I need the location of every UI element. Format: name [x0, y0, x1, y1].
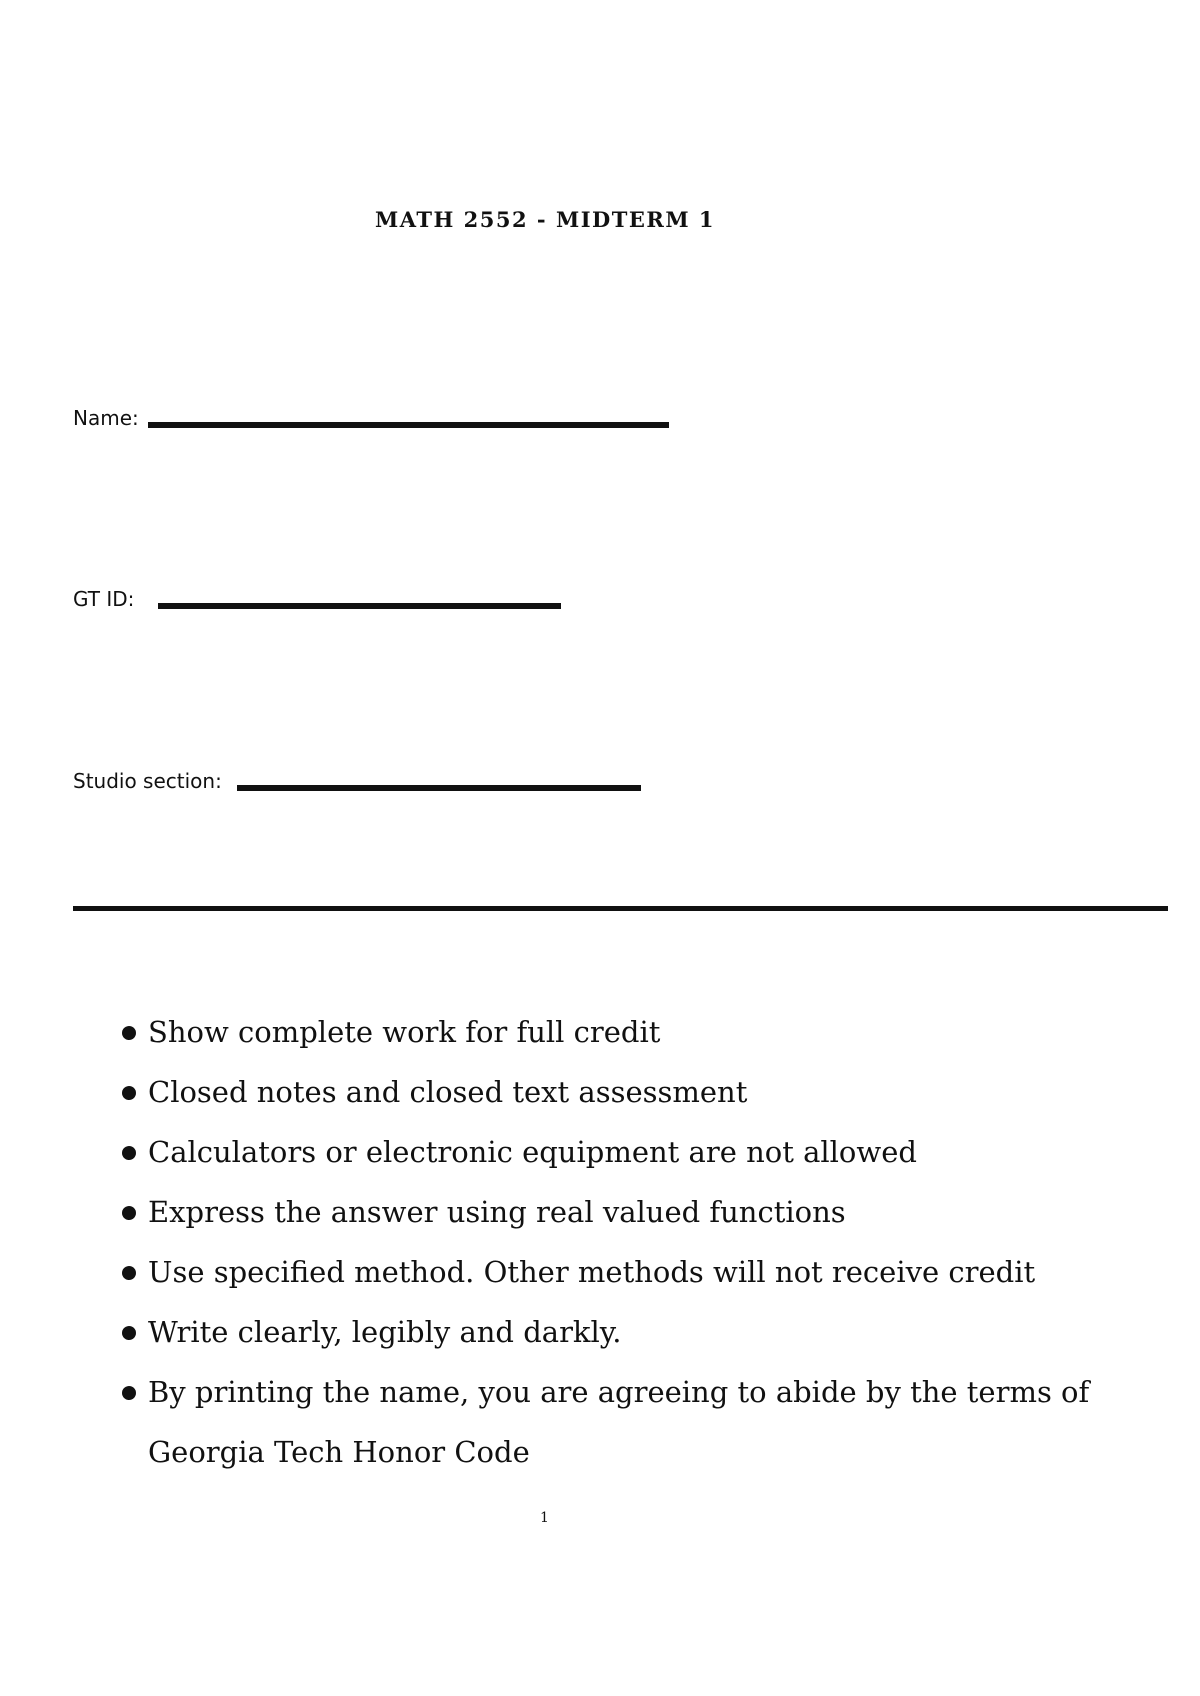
- bullet-icon: [122, 1386, 136, 1400]
- gtid-field[interactable]: [73, 589, 134, 609]
- bullet-icon: [122, 1206, 136, 1220]
- studio-section-field[interactable]: [73, 771, 222, 791]
- instruction-text: Write clearly, legibly and darkly.: [148, 1315, 622, 1349]
- instruction-text: Closed notes and closed text assessment: [148, 1075, 748, 1109]
- instruction-text: Calculators or electronic equipment are not allowed: [148, 1135, 917, 1169]
- instruction-item: [118, 1122, 1118, 1182]
- instruction-text: Express the answer using real valued functions: [148, 1195, 846, 1229]
- instruction-text: By printing the name, you are agreeing to abide by the terms of Georgia Tech Honor Code: [148, 1375, 1090, 1469]
- instruction-item: [118, 1182, 1118, 1242]
- name-field[interactable]: [73, 408, 139, 428]
- bullet-icon: [122, 1086, 136, 1100]
- gtid-label: GT ID:: [73, 587, 135, 611]
- instruction-text: Show complete work for full credit: [148, 1015, 661, 1049]
- instruction-item: [118, 1362, 1118, 1482]
- section-divider: [73, 906, 1168, 911]
- instructions-list: [118, 1002, 1118, 1482]
- gtid-answer-line[interactable]: [158, 603, 561, 609]
- instruction-text: Use specified method. Other methods will not receive credit: [148, 1255, 1036, 1289]
- page-number: 1: [540, 1510, 549, 1526]
- instruction-item: [118, 1062, 1118, 1122]
- name-label: Name:: [73, 406, 139, 430]
- studio-section-label: Studio section:: [73, 769, 222, 793]
- exam-title: MATH 2552 - MIDTERM 1: [375, 207, 715, 232]
- studio-section-answer-line[interactable]: [237, 785, 641, 791]
- bullet-icon: [122, 1026, 136, 1040]
- bullet-icon: [122, 1266, 136, 1280]
- bullet-icon: [122, 1326, 136, 1340]
- bullet-icon: [122, 1146, 136, 1160]
- instruction-item: [118, 1302, 1118, 1362]
- instruction-item: [118, 1002, 1118, 1062]
- instruction-item: [118, 1242, 1118, 1302]
- name-answer-line[interactable]: [148, 422, 669, 428]
